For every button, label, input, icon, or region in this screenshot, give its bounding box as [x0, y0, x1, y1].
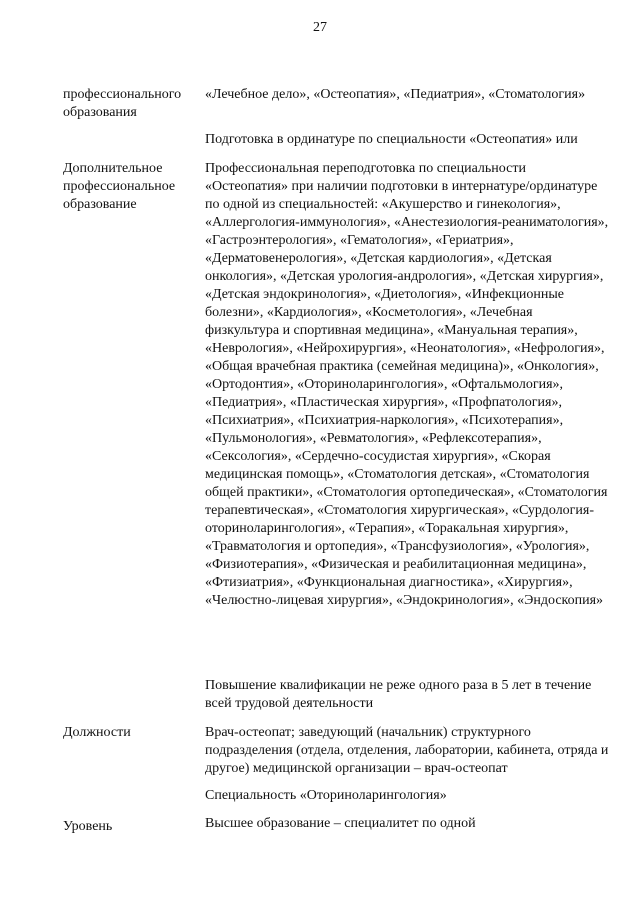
residency-text: Подготовка в ординатуре по специальности «Остеопатия» или: [205, 132, 578, 147]
row-label-additional-education: Дополнительное профессиональное образование: [63, 161, 176, 212]
row-text-prof-education: «Лечебное дело», «Остеопатия», «Педиатрия», «Стоматология»: [205, 87, 586, 102]
specialty-heading: Специальность «Оториноларингология»: [205, 788, 447, 803]
positions-text: Врач-остеопат; заведующий (начальник) структурного подразделения (отдела, отделения, лаборатории, кабинета, отряда и другое) медицинской организации – врач-остеопат: [205, 725, 609, 776]
row-label-prof-education: профессионального образования: [63, 87, 182, 120]
row-label-positions: Должности: [63, 725, 131, 740]
page-number: 27: [313, 20, 327, 35]
row-label-level: Уровень: [63, 819, 113, 834]
qualification-text: Повышение квалификации не реже одного раза в 5 лет в течение всей трудовой деятельности: [205, 678, 592, 711]
level-text: Высшее образование – специалитет по одной: [205, 816, 476, 831]
additional-education-text: Профессиональная переподготовка по специальности «Остеопатия» при наличии подготовки в интернатуре/ординатуре по одной из специальностей: «Акушерство и гинекология», «Аллергология-иммунология», «Анестезиология-реаниматология», «Гастроэнтерология», «Гематология», «Гериатрия», «Дерматовенерология», «Детская кардиология», «Детская онкология», «Детская урология-андрология», «Детская хирургия», «Детская эндокринология», «Диетология», «Инфекционные болезни», «Кардиология», «Косметология», «Лечебная физкультура и спортивная медицина», «Мануальная терапия», «Неврология», «Нейрохирургия», «Неонатология», «Нефрология», «Общая врачебная практика (семейная медицина)», «Онкология», «Ортодонтия», «Оториноларингология», «Офтальмология», «Педиатрия», «Пластическая хирургия», «Профпатология», «Психиатрия», «Психиатрия-наркология», «Психотерапия», «Пульмонология», «Ревматология», «Рефлексотерапия», «Сексология», «Сердечно-сосудистая хирургия», «Скорая медицинская помощь», «Стоматология детская», «Стоматология общей практики», «Стоматология ортопедическая», «Стоматология терапевтическая», «Стоматология хирургическая», «Сурдология-оториноларингология», «Терапия», «Торакальная хирургия», «Травматология и ортопедия», «Трансфузиология», «Урология», «Физиотерапия», «Физическая и реабилитационная медицина», «Фтизиатрия», «Функциональная диагностика», «Хирургия», «Челюстно-лицевая хирургия», «Эндокринология», «Эндоскопия»: [205, 161, 609, 608]
